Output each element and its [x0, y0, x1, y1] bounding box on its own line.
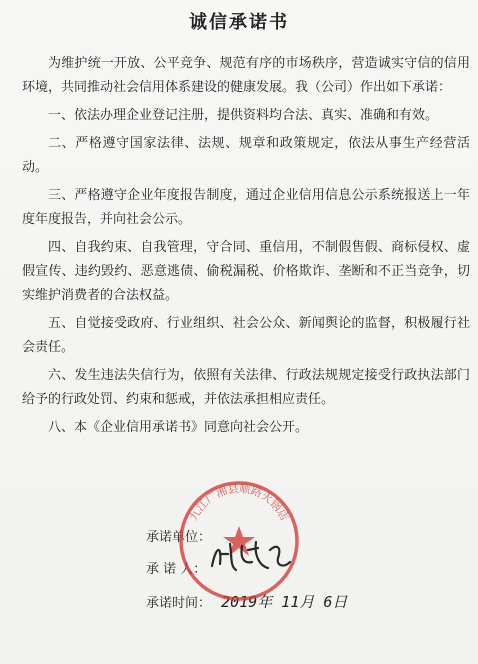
svg-text:九江广湘县顺路火锅店: 九江广湘县顺路火锅店 [187, 482, 291, 523]
paragraph-item-1: 一、依法办理企业登记注册，提供资料均合法、真实、准确和有效。 [48, 108, 439, 123]
sign-person-row [146, 560, 206, 580]
sign-person-label: 承 诺 人： [146, 562, 207, 577]
paragraph-item-8: 八、本《企业信用承诺书》同意向社会公开。 [48, 420, 309, 435]
paragraph-intro: 为维护统一开放、公平竞争、规范有序的市场秩序，营造诚实守信的信用环境，共同推动社会信用体系建设的健康发展。我（公司）作出如下承诺： [22, 56, 470, 95]
sign-time-row [146, 592, 347, 614]
sign-time-value: 2019年 11月 6日 [221, 593, 348, 611]
paragraph-item-2: 二、严格遵守国家法律、法规、规章和政策规定，依法从事生产经营活动。 [22, 136, 470, 175]
sign-unit-row [146, 528, 211, 548]
paragraph-item-4: 四、自我约束、自我管理，守合同、重信用，不制假售假、商标侵权、虚假宣传、违约毁约、恶意逃债、偷税漏税、价格欺诈、垄断和不正当竞争，切实维护消费者的合法权益。 [22, 240, 470, 303]
paragraph-item-5: 五、自觉接受政府、行业组织、社会公众、新闻舆论的监督，积极履行社会责任。 [22, 316, 470, 355]
document-title: 诚信承诺书 [189, 12, 289, 33]
sign-unit-label: 承诺单位： [146, 530, 212, 545]
paragraph-item-6: 六、发生违法失信行为，依照有关法律、行政法规规定接受行政执法部门给予的行政处罚、约束和惩戒，并依法承担相应责任。 [22, 368, 470, 407]
handwritten-signature-icon [206, 536, 296, 576]
sign-time-label: 承诺时间： [146, 596, 212, 611]
paragraph-item-3: 三、严格遵守企业年度报告制度，通过企业信用信息公示系统报送上一年度年度报告，并向社会公示。 [22, 188, 470, 227]
document-body [22, 52, 470, 444]
